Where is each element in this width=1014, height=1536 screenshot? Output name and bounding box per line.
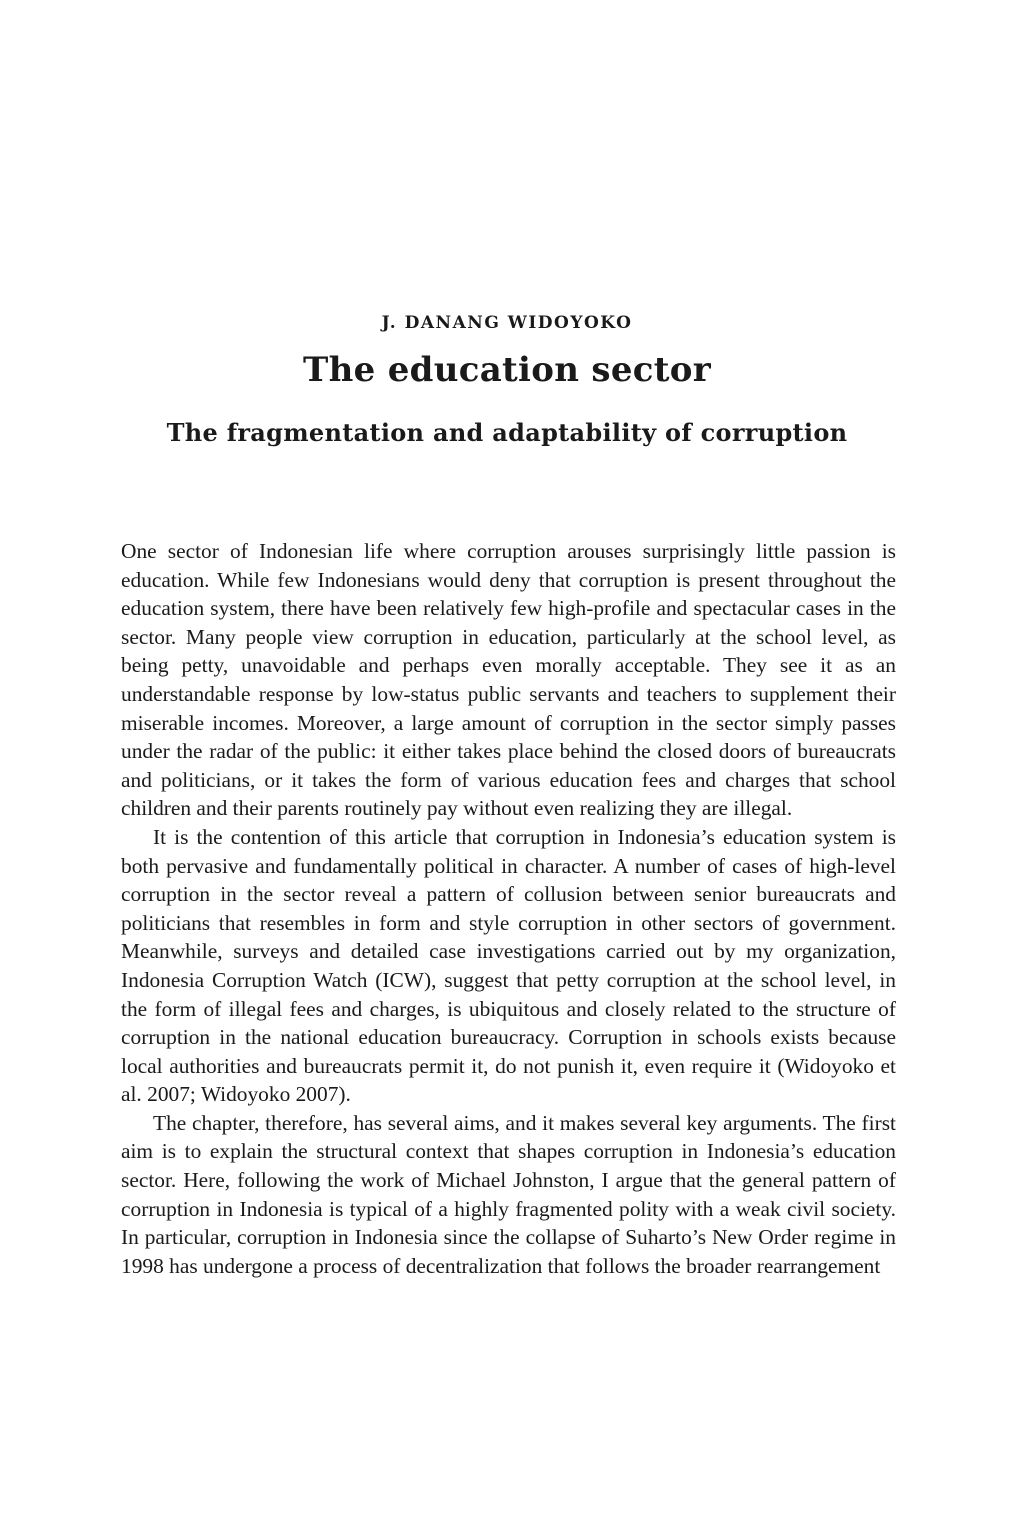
chapter-title: The education sector [303, 350, 711, 390]
body-paragraph-3: The chapter, therefore, has several aims, and it makes several key arguments. The first aim is to explain the structural context that shapes corruption in Indonesia’s education sector. Here, following the work of Michael Johnston, I argue that the general pattern of corruption in Indonesia is typical of a highly fragmented polity with a weak civil society. In particular, corruption in Indonesia since the collapse of Suharto’s New Order regime in 1998 has undergone a process of decentralization that follows the broader rearrangement [121, 1110, 896, 1278]
chapter-body [121, 537, 896, 1280]
body-paragraph-2: It is the contention of this article that corruption in Indonesia’s education system is both pervasive and fundamentally political in character. A number of cases of high-level corruption in the sector reveal a pattern of collusion between senior bureaucrats and politicians that resembles in form and style corruption in other sectors of government. Meanwhile, surveys and detailed case investigations carried out by my organization, Indonesia Corruption Watch (ICW), suggest that petty corruption at the school level, in the form of illegal fees and charges, is ubiquitous and closely related to the structure of corruption in the national education bureaucracy. Corruption in schools exists because local authorities and bureaucrats permit it, do not punish it, even require it (Widoyoko et al. 2007; Widoyoko 2007). [121, 824, 896, 1107]
chapter-author: J. DANANG WIDOYOKO [381, 313, 633, 333]
chapter-subtitle: The fragmentation and adaptability of corruption [166, 418, 848, 447]
body-paragraph-1: One sector of Indonesian life where corruption arouses surprisingly little passion is education. While few Indonesians would deny that corruption is present throughout the education system, there have been relatively few high-profile and spectacular cases in the sector. Many people view corruption in education, particularly at the school level, as being petty, unavoidable and perhaps even morally acceptable. They see it as an understandable response by low-status public servants and teachers to supplement their miserable incomes. Moreover, a large amount of corruption in the sector simply passes under the radar of the public: it either takes place behind the closed doors of bureaucrats and politicians, or it takes the form of various education fees and charges that school children and their parents routinely pay without even realizing they are illegal. [121, 539, 896, 821]
